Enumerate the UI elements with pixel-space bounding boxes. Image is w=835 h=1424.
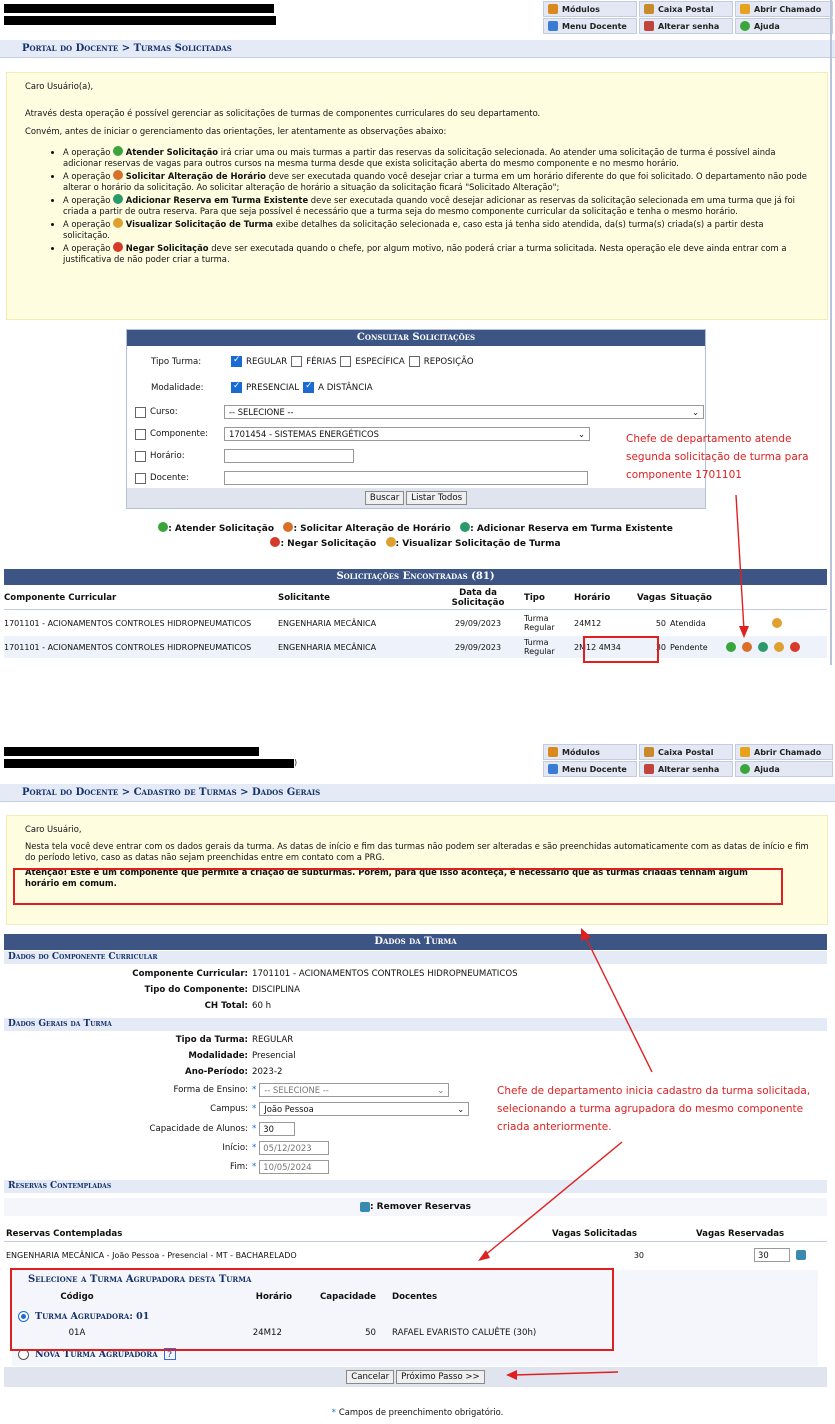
ano-periodo-field: Ano-Período: 2023-2 [185, 1067, 283, 1077]
capacidade-input[interactable]: 30 [259, 1122, 295, 1136]
intro-paragraph: Nesta tela você deve entrar com os dados gerais da turma. As datas de início e fim das turmas não podem ser alteradas e são preenchidas automaticamente com as datas de início e fim do período letivo, caso as datas não sejam preenchidas entre em contato com a PRG. [25, 841, 809, 862]
form-title: Dados da Turma [4, 934, 827, 950]
componente-row: Componente: 1701454 - SISTEMAS ENERGÉTICOS ⌄ [135, 427, 590, 441]
help-icon[interactable]: ? [164, 1348, 176, 1360]
list-item: • A operação Adicionar Reserva em Turma Existente deve ser executada quando você desejar adicionar as reservas da solicitação selecionada em uma turma que já foi criada a partir de outra reserva. Para que seja possível é necessário que a turma seja do mesmo componente curricular da solicitação e tenha o mesmo horário. [63, 194, 809, 217]
agrupadora-title: Selecione a Turma Agrupadora desta Turma [28, 1274, 252, 1285]
listar-todos-button[interactable]: Listar Todos [406, 491, 467, 505]
warning-text: Atenção! Este é um componente que permite a criação de subturmas. Porém, para que isso aconteça, é necessário que as turmas criadas tenham algum horário em comum. [25, 867, 748, 888]
breadcrumb: Portal do Docente > Turmas Solicitadas [0, 40, 835, 58]
list-item: • A operação Solicitar Alteração de Horário deve ser executada quando você desejar criar a turma em um horário diferente do que foi solicitado. O departamento não pode alterar o horário da solicitação. Ao solicitar alteração de horário a situação da solicitação ficará "Solicitado Alteração"; [63, 170, 809, 193]
cancelar-button[interactable]: Cancelar [346, 1370, 394, 1384]
capacidade-field: Capacidade de Alunos: * 30 [4, 1122, 295, 1136]
section-dados-gerais: Dados Gerais da Turma [4, 1018, 827, 1031]
forma-ensino-select[interactable]: -- SELECIONE -- ⌄ [259, 1083, 449, 1097]
menu-abrir-chamado[interactable]: Abrir Chamado [735, 744, 833, 760]
required-footnote: * Campos de preenchimento obrigatório. [331, 1407, 504, 1417]
componente-select[interactable]: 1701454 - SISTEMAS ENERGÉTICOS ⌄ [224, 427, 590, 441]
table-row: 1701101 - ACIONAMENTOS CONTROLES HIDROPNEUMATICOS ENGENHARIA MECÂNICA 29/09/2023 Turma Regular 2M12 4M34 30 Pendente [4, 636, 827, 658]
menu-modulos[interactable]: Módulos [543, 744, 637, 760]
list-item: • A operação Visualizar Solicitação de Turma exibe detalhes da solicitação selecionada e, caso esta já tenha sido atendida, da(s) turma(s) criada(s) a partir desta solicitação. [63, 218, 809, 241]
ch-total-field: CH Total: 60 h [204, 1001, 272, 1011]
curso-row: Curso: -- SELECIONE -- ⌄ [135, 405, 704, 419]
campus-select[interactable]: João Pessoa ⌄ [259, 1102, 469, 1116]
annotation-text: Chefe de departamento atende segunda solicitação de turma para componente 1701101 [626, 433, 809, 481]
screenshot-cadastro-turmas [0, 740, 835, 1424]
screenshot-turmas-solicitadas [0, 0, 835, 665]
results-header: Componente Curricular Solicitante Data da Solicitação Tipo Horário Vagas Situação [4, 586, 827, 610]
menu-alterar-senha[interactable]: Alterar senha [639, 761, 733, 777]
chevron-down-icon: ⌄ [577, 429, 585, 439]
remover-reservas-bar: : Remover Reservas [4, 1198, 827, 1216]
actions-legend: : Atender Solicitação : Solicitar Alteração de Horário : Adicionar Reserva em Turma Existente : Negar Solicitação : Visualizar Solicitação de Turma [4, 522, 827, 552]
annotation-arrow [0, 0, 835, 665]
right-edge-border [830, 0, 832, 665]
menu-abrir-chamado[interactable]: Abrir Chamado [735, 1, 833, 17]
greeting: Caro Usuário(a), [25, 81, 94, 91]
menu-ajuda[interactable]: Ajuda [735, 761, 833, 777]
list-item: • A operação Negar Solicitação deve ser executada quando o chefe, por algum motivo, não poderá criar a turma solicitada. Nesta operação ele deve ainda entrar com a justificativa de não poder criar a turma. [63, 242, 809, 265]
menu-docente[interactable]: Menu Docente [543, 761, 637, 777]
menu-caixa-postal[interactable]: Caixa Postal [639, 1, 733, 17]
forma-ensino-field: Forma de Ensino: * -- SELECIONE -- ⌄ [4, 1083, 449, 1097]
section-reservas: Reservas Contempladas [4, 1180, 827, 1193]
breadcrumb: Portal do Docente > Cadastro de Turmas > Dados Gerais [0, 784, 835, 802]
buscar-button[interactable]: Buscar [365, 491, 404, 505]
required-icon: * [252, 1162, 257, 1172]
chevron-down-icon: ⌄ [437, 1085, 445, 1095]
campus-field: Campus: * João Pessoa ⌄ [4, 1102, 469, 1116]
proximo-passo-button[interactable]: Próximo Passo >> [396, 1370, 485, 1384]
horario-row: Horário: [135, 449, 354, 463]
fim-input[interactable]: 10/05/2024 [259, 1160, 329, 1174]
nova-agrupadora[interactable]: Nova Turma Agrupadora ? [18, 1348, 176, 1360]
menu-modulos[interactable]: Módulos [543, 1, 637, 17]
tipo-componente-field: Tipo do Componente: DISCIPLINA [144, 985, 300, 995]
intro-paragraph-2: Convém, antes de iniciar o gerenciamento das orientações, ler atentamente as observações abaixo: [25, 126, 447, 136]
modalidade-row: Modalidade: ✓ PRESENCIAL ✓ A DISTÂNCIA [151, 382, 373, 393]
menu-caixa-postal[interactable]: Caixa Postal [639, 744, 733, 760]
annotation-arrows [0, 740, 835, 1424]
search-form-title: Consultar Solicitações [127, 330, 705, 346]
tipo-turma-field: Tipo da Turma: REGULAR [175, 1035, 294, 1045]
chevron-down-icon: ⌄ [457, 1104, 465, 1114]
menu-alterar-senha[interactable]: Alterar senha [639, 18, 733, 34]
menu-ajuda[interactable]: Ajuda [735, 18, 833, 34]
header-partial-text: ) [294, 758, 298, 767]
reservas-header: Reservas Contempladas Vagas Solicitadas Vagas Reservadas [4, 1226, 827, 1242]
chevron-down-icon: ⌄ [691, 407, 699, 417]
componente-field: Componente Curricular: 1701101 - ACIONAMENTOS CONTROLES HIDROPNEUMATICOS [132, 969, 518, 979]
fim-field: Fim: * 10/05/2024 [4, 1160, 329, 1174]
intro-paragraph: Através desta operação é possível gerenciar as solicitações de turmas de componentes curriculares do seu departamento. [25, 108, 541, 118]
agrupadora-header: Código Horário Capacidade Docentes [60, 1292, 438, 1302]
results-title: Solicitações Encontradas (81) [4, 569, 827, 585]
vagas-reservadas-input[interactable]: 30 [754, 1248, 790, 1262]
inicio-field: Início: * 05/12/2023 [4, 1141, 329, 1155]
required-icon: * [331, 1407, 336, 1417]
menu-docente[interactable]: Menu Docente [543, 18, 637, 34]
inicio-input[interactable]: 05/12/2023 [259, 1141, 329, 1155]
table-row: ENGENHARIA MECÂNICA - João Pessoa - Presencial - MT - BACHARELADO 30 30 [4, 1246, 827, 1264]
greeting: Caro Usuário, [25, 824, 82, 834]
required-icon: * [252, 1085, 257, 1095]
agrupadora-group[interactable]: Turma Agrupadora: 01 [18, 1311, 149, 1322]
section-componente: Dados do Componente Curricular [4, 951, 827, 964]
list-item: • A operação Atender Solicitação irá criar uma ou mais turmas a partir das reservas da solicitação selecionada. Ao atender uma solicitação de turma é possível ainda adicionar reservas de vagas para outros cursos na mesma turma desde que exista solicitação aberta do mesmo componente e no mesmo horário. [63, 146, 809, 169]
required-icon: * [252, 1143, 257, 1153]
required-icon: * [252, 1124, 257, 1134]
table-row: 1701101 - ACIONAMENTOS CONTROLES HIDROPNEUMATICOS ENGENHARIA MECÂNICA 29/09/2023 Turma Regular 24M12 50 Atendida [4, 612, 827, 634]
modalidade-field: Modalidade: Presencial [188, 1051, 296, 1061]
required-icon: * [252, 1104, 257, 1114]
tipo-turma-row: Tipo Turma: ✓ REGULAR FÉRIAS ESPECÍFICA REPOSIÇÃO [151, 356, 474, 367]
curso-select[interactable]: -- SELECIONE -- ⌄ [224, 405, 704, 419]
table-row: 01A 24M12 50 RAFAEL EVARISTO CALUÊTE (30h) [68, 1328, 537, 1338]
annotation-text: Chefe de departamento inicia cadastro da turma solicitada, selecionando a turma agrupadora do mesmo componente criada anteriormente. [497, 1085, 811, 1133]
docente-row: Docente: [135, 471, 588, 485]
